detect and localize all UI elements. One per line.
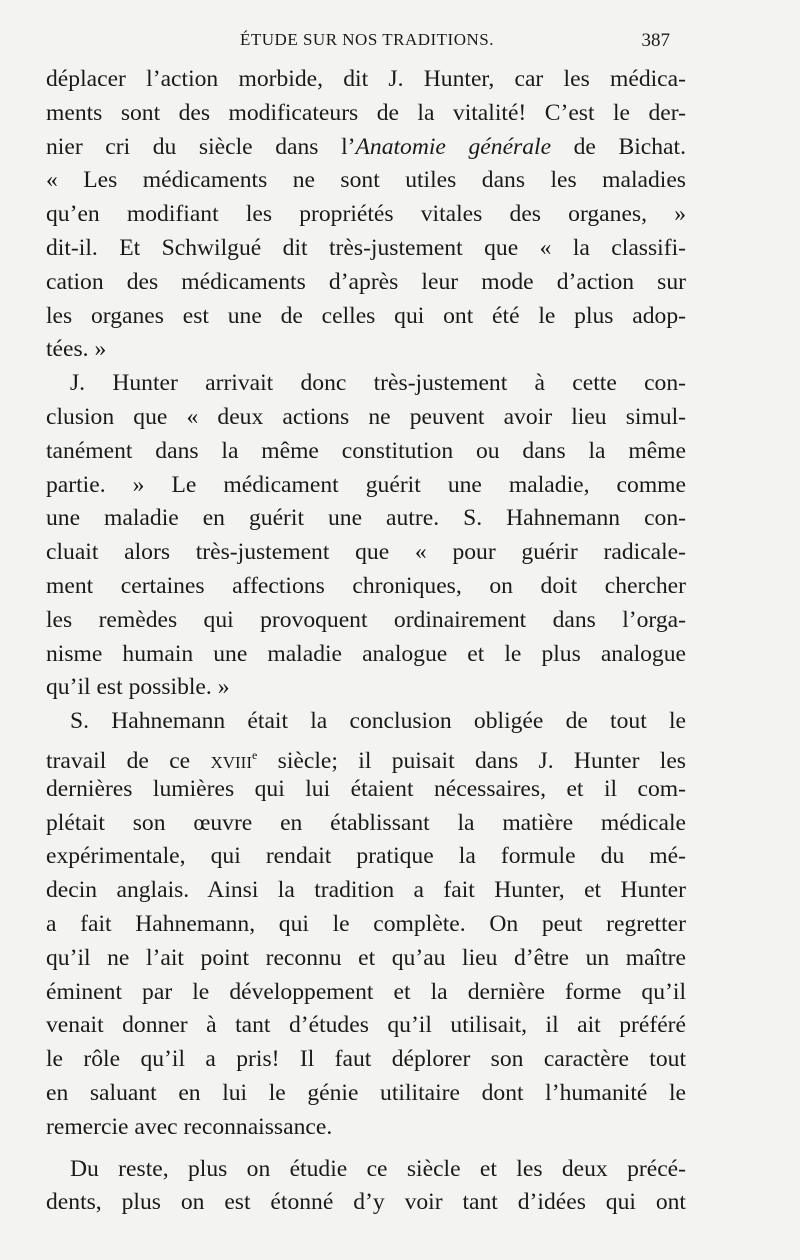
text-line: ment certaines affections chroniques, on doit chercher bbox=[46, 572, 686, 599]
text-line: decin anglais. Ainsi la tradition a fait Hunter, et Hunter bbox=[46, 877, 686, 904]
text-line: qu’il est possible. » bbox=[46, 674, 230, 701]
paragraph-gap bbox=[46, 1145, 686, 1153]
text-line: venait donner à tant d’études qu’il utilisait, il ait préféré bbox=[46, 1012, 686, 1039]
text-line: cation des médicaments d’après leur mode d’action sur bbox=[46, 268, 686, 295]
text-line: nisme humain une maladie analogue et le plus analogue bbox=[46, 640, 686, 667]
paragraph bbox=[46, 367, 686, 705]
body-text bbox=[46, 63, 686, 1220]
text-line: clusion que « deux actions ne peuvent avoir lieu simul- bbox=[46, 403, 686, 430]
text-line: S. Hahnemann était la conclusion obligée de tout le bbox=[70, 708, 686, 735]
text-line: les remèdes qui provoquent ordinairement dans l’orga- bbox=[46, 606, 686, 633]
text-line: remercie avec reconnaissance. bbox=[46, 1113, 333, 1140]
text-line: une maladie en guérit une autre. S. Hahnemann con- bbox=[46, 505, 686, 532]
text-line: les organes est une de celles qui ont été le plus adop- bbox=[46, 302, 686, 329]
text-line: nier cri du siècle dans l’Anatomie générale de Bichat. bbox=[46, 133, 686, 160]
italic-title: Anatomie générale bbox=[355, 133, 552, 160]
century-numeral: xviii bbox=[210, 747, 253, 774]
paragraph bbox=[46, 1153, 686, 1221]
text-line: J. Hunter arrivait donc très-justement à cette con- bbox=[70, 370, 686, 397]
text-line: dents, plus on est étonné d’y voir tant d’idées qui ont bbox=[46, 1189, 686, 1216]
page-number: 387 bbox=[641, 30, 670, 51]
text-line: tanément dans la même constitution ou dans la même bbox=[46, 437, 686, 464]
running-title: ÉTUDE SUR NOS TRADITIONS. bbox=[240, 30, 494, 49]
text-line: cluait alors très-justement que « pour guérir radicale- bbox=[46, 539, 686, 566]
text-line: déplacer l’action morbide, dit J. Hunter, car les médica- bbox=[46, 66, 686, 92]
text-line: expérimentale, qui rendait pratique la formule du mé- bbox=[46, 843, 686, 870]
text-line: partie. » Le médicament guérit une maladie, comme bbox=[46, 471, 686, 498]
text-line: tées. » bbox=[46, 336, 107, 363]
text-line: travail de ce xviii$^e$ siècle; il puisait dans J. Hunter les bbox=[46, 747, 686, 774]
text-line: en saluant en lui le génie utilitaire dont l’humanité le bbox=[46, 1079, 686, 1106]
paragraph bbox=[46, 63, 686, 367]
text-line: le rôle qu’il a pris! Il faut déplorer son caractère tout bbox=[46, 1046, 686, 1073]
paragraph bbox=[46, 705, 686, 1144]
text-line: a fait Hahnemann, qui le complète. On peut regretter bbox=[46, 910, 686, 937]
text-line: ments sont des modificateurs de la vitalité! C’est le der- bbox=[46, 99, 686, 126]
text-line: éminent par le développement et la dernière forme qu’il bbox=[46, 978, 686, 1005]
text-line: qu’il ne l’ait point reconnu et qu’au lieu d’être un maître bbox=[46, 944, 686, 971]
text-line: « Les médicaments ne sont utiles dans les maladies bbox=[46, 167, 686, 194]
text-line: Du reste, plus on étudie ce siècle et les deux précé- bbox=[70, 1155, 686, 1182]
text-line: dernières lumières qui lui étaient nécessaires, et il com- bbox=[46, 775, 686, 802]
text-line: plétait son œuvre en établissant la matière médicale bbox=[46, 809, 686, 836]
text-line: qu’en modifiant les propriétés vitales des organes, » bbox=[46, 201, 686, 228]
superscript: e bbox=[252, 747, 258, 762]
text-line: dit-il. Et Schwilgué dit très-justement que « la classifi- bbox=[46, 234, 686, 261]
